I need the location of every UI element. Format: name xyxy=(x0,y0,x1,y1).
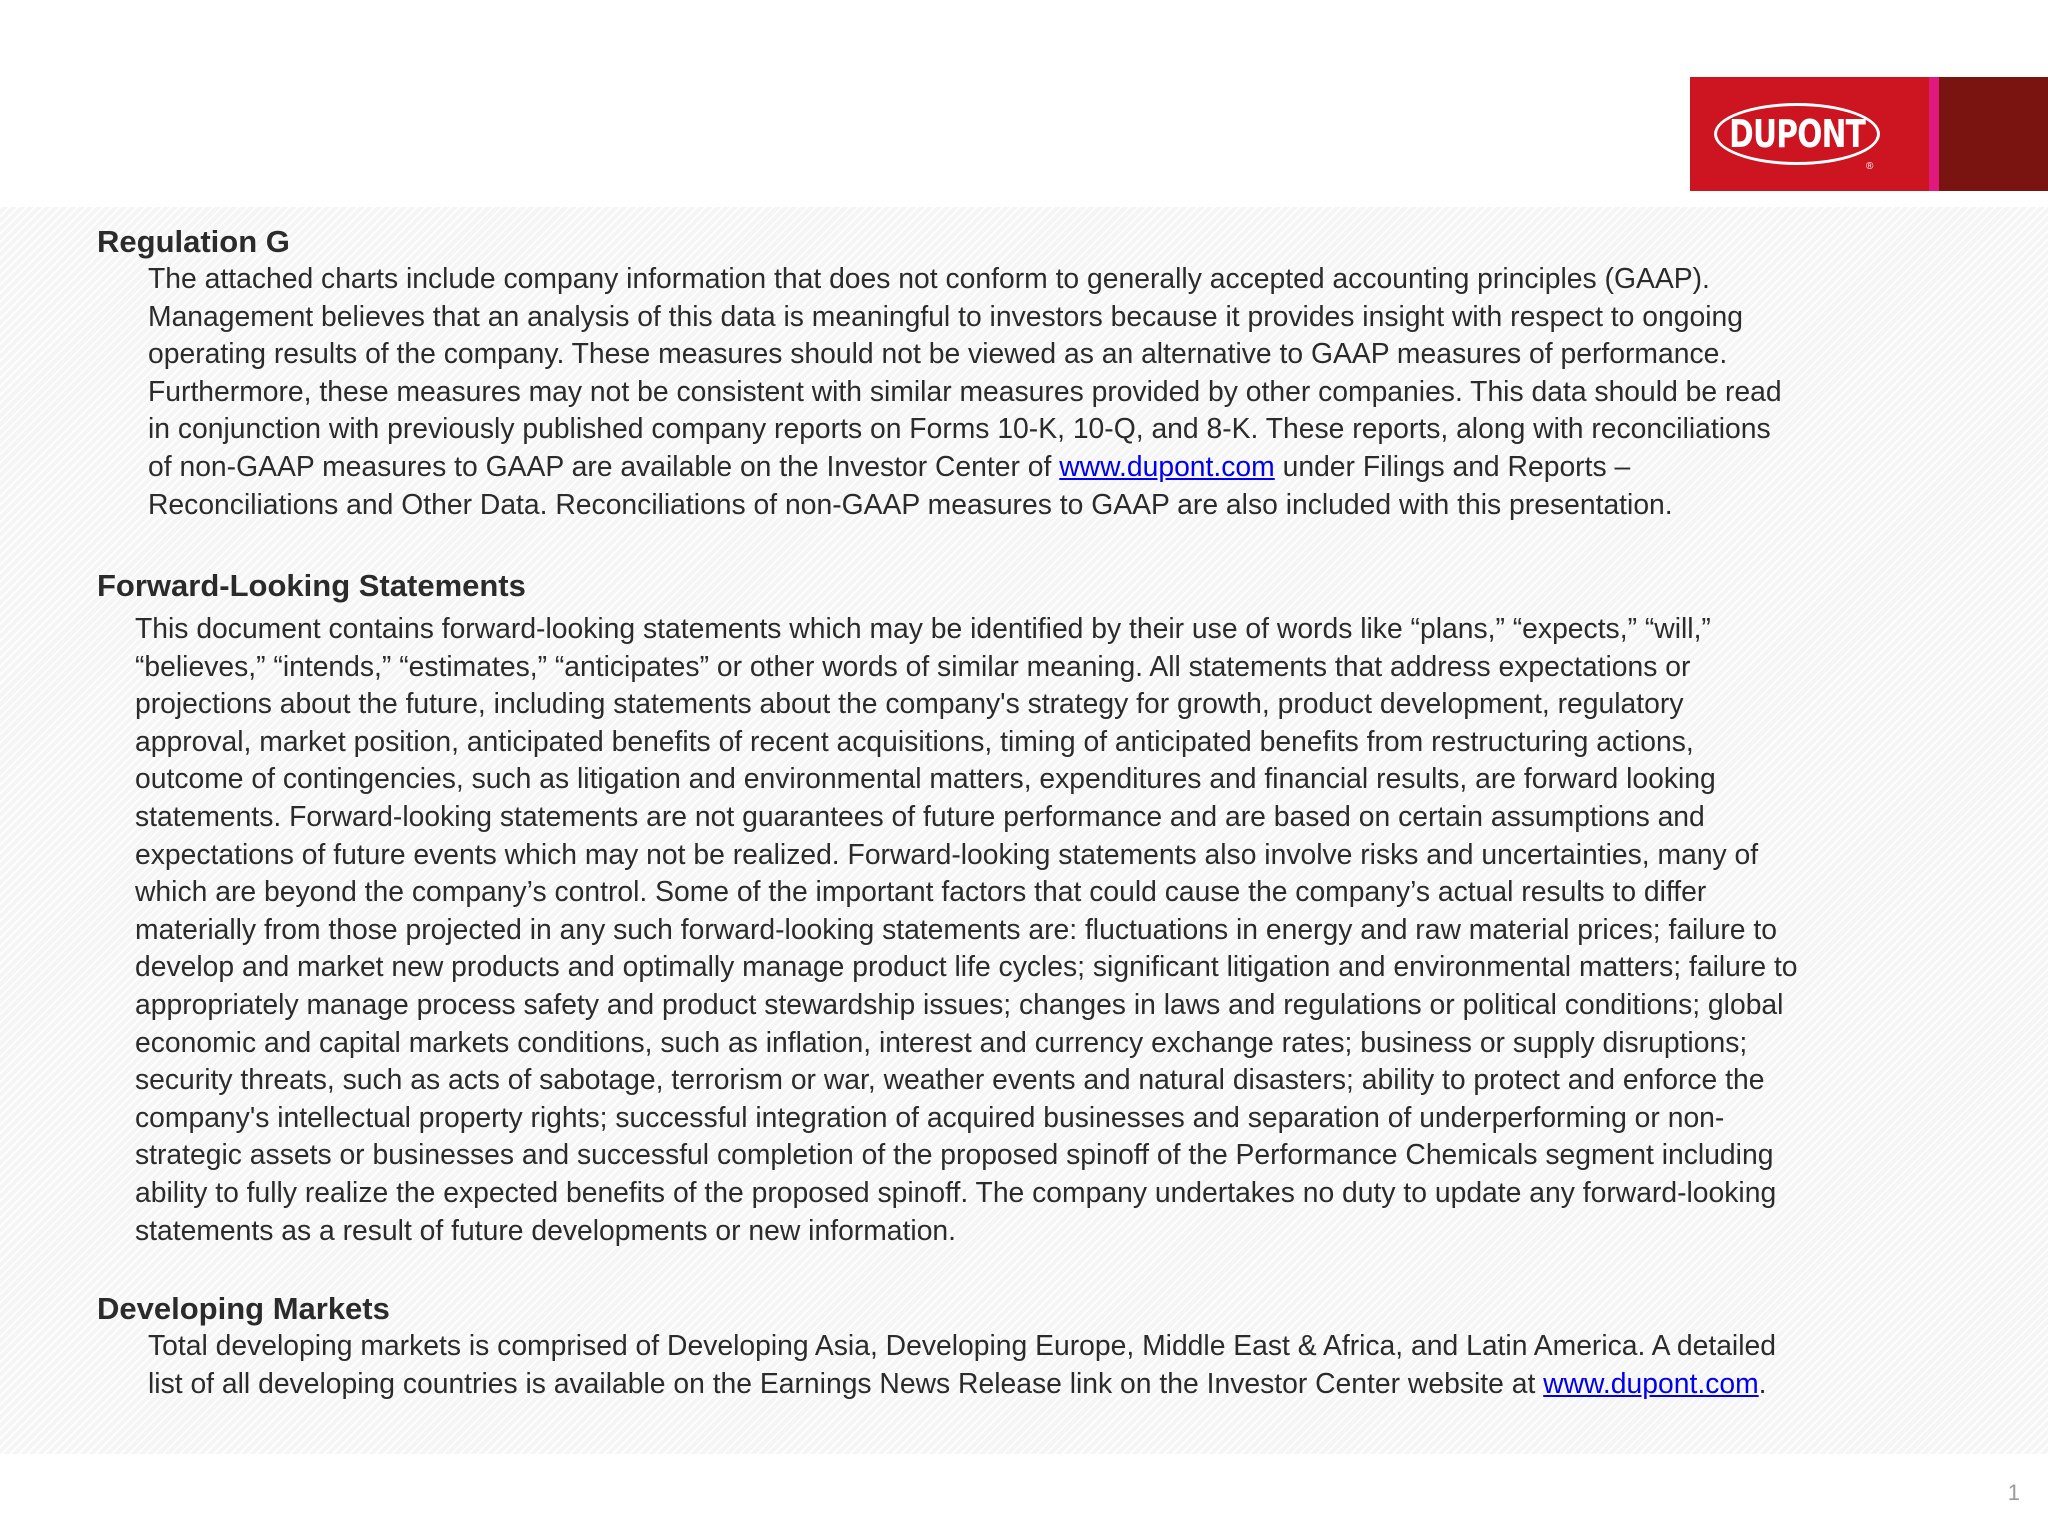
text-line: expectations of future events which may not be realized. Forward-looking statements also involve risks and uncertainties, many of xyxy=(135,837,1759,870)
section-body xyxy=(97,610,1997,1249)
text-line: statements as a result of future developments or new information. xyxy=(135,1213,957,1246)
dupont-logo xyxy=(1690,77,1933,191)
section-heading: Regulation G xyxy=(97,224,290,259)
text-line: outcome of contingencies, such as litigation and environmental matters, expenditures and financial results, are forward looking xyxy=(135,762,1716,795)
dupont-link[interactable]: www.dupont.com xyxy=(1543,1366,1759,1399)
text-line: statements. Forward-looking statements are not guarantees of future performance and are based on certain assumptions and xyxy=(135,799,1705,832)
logo-text: DUPONT xyxy=(1729,112,1865,156)
text-line: operating results of the company. These measures should not be viewed as an alternative to GAAP measures of performance. xyxy=(148,337,1728,370)
text-line: This document contains forward-looking statements which may be identified by their use of words like “plans,” “expects,” “will,” xyxy=(135,612,1711,644)
text-line: economic and capital markets conditions, such as inflation, interest and currency exchange rates; business or supply disruptions; xyxy=(135,1025,1748,1058)
text-line: company's intellectual property rights; successful integration of acquired businesses and separation of underperforming or non- xyxy=(135,1100,1725,1133)
text-segment: of non-GAAP measures to GAAP are available on the Investor Center of xyxy=(148,449,1060,482)
text-line: The attached charts include company information that does not conform to generally accepted accounting principles (GAAP). xyxy=(148,262,1710,294)
text-line: Management believes that an analysis of this data is meaningful to investors because it provides insight with respect to ongoing xyxy=(148,299,1743,332)
text-line: security threats, such as acts of sabotage, terrorism or war, weather events and natural disasters; ability to protect and enforce the xyxy=(135,1063,1765,1096)
section-heading: Developing Markets xyxy=(97,1291,390,1326)
logo-stripe-pink xyxy=(1929,77,1939,191)
section-forward-looking xyxy=(97,568,1997,1249)
text-segment: . xyxy=(1758,1366,1767,1399)
logo-stripe-dark xyxy=(1939,77,2048,191)
text-line xyxy=(148,448,1997,486)
text-segment: list of all developing countries is available on the Earnings News Release link on the Investor Center website at xyxy=(148,1366,1544,1399)
text-segment: under Filings and Reports – xyxy=(1274,449,1631,482)
text-line: Reconciliations and Other Data. Reconciliations of non-GAAP measures to GAAP are also included with this presentation. xyxy=(148,487,1673,520)
section-body xyxy=(97,260,1997,523)
text-line: approval, market position, anticipated benefits of recent acquisitions, timing of anticipated benefits from restructuring actions, xyxy=(135,724,1694,757)
text-line xyxy=(148,1365,1997,1403)
text-line: ability to fully realize the expected benefits of the proposed spinoff. The company undertakes no duty to update any forward-looking xyxy=(135,1175,1777,1208)
section-heading: Forward-Looking Statements xyxy=(97,568,526,603)
text-line: Total developing markets is comprised of Developing Asia, Developing Europe, Middle East & Africa, and Latin America. A detailed xyxy=(148,1329,1776,1361)
section-body xyxy=(97,1327,1997,1402)
text-line: projections about the future, including statements about the company's strategy for growth, product development, regulatory xyxy=(135,687,1684,720)
text-line: Furthermore, these measures may not be consistent with similar measures provided by other companies. This data should be read xyxy=(148,374,1782,407)
text-line: appropriately manage process safety and product stewardship issues; changes in laws and regulations or political conditions; global xyxy=(135,987,1784,1020)
registered-mark-icon: ® xyxy=(1866,161,1874,172)
section-regulation-g xyxy=(97,224,1997,523)
text-line: strategic assets or businesses and successful completion of the proposed spinoff of the Performance Chemicals segment including xyxy=(135,1138,1774,1171)
text-line: materially from those projected in any such forward-looking statements are: fluctuations in energy and raw material prices; failure to xyxy=(135,912,1777,945)
section-developing-markets xyxy=(97,1291,1997,1402)
text-line: in conjunction with previously published company reports on Forms 10-K, 10-Q, and 8-K. These reports, along with reconciliations xyxy=(148,412,1771,445)
dupont-link[interactable]: www.dupont.com xyxy=(1059,449,1275,482)
text-line: which are beyond the company’s control. Some of the important factors that could cause the company’s actual results to differ xyxy=(135,875,1707,908)
dupont-oval-icon xyxy=(1714,103,1880,165)
text-line: “believes,” “intends,” “estimates,” “anticipates” or other words of similar meaning. All statements that address expectations or xyxy=(135,649,1691,682)
page-number: 1 xyxy=(2007,1480,2020,1505)
text-line: develop and market new products and optimally manage product life cycles; significant litigation and environmental matters; failure to xyxy=(135,950,1798,983)
